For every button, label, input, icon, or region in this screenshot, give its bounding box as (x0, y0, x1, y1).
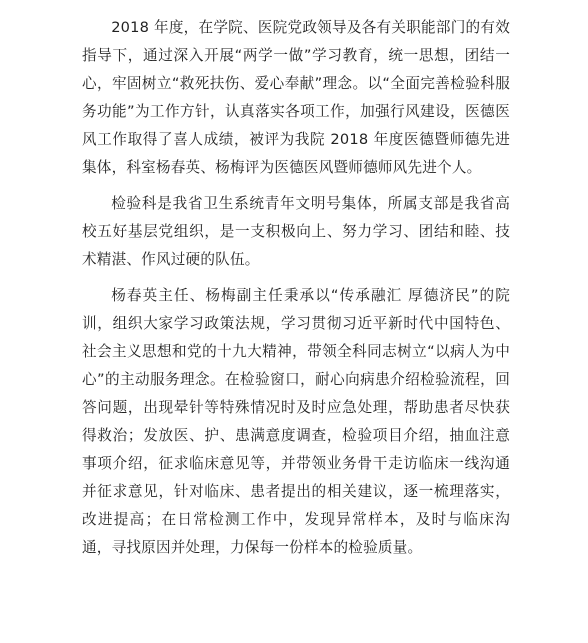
paragraph-department-profile: 检验科是我省卫生系统青年文明号集体，所属支部是我省高校五好基层党组织，是一支积极向上、努力学习、团结和睦、技术精湛、作风过硬的队伍。 (82, 195, 510, 268)
paragraph-leadership-service: 杨春英主任、杨梅副主任秉承以“传承融汇 厚德济民”的院训，组织大家学习政策法规，学习贯彻习近平新时代中国特色、社会主义思想和党的十九大精神，带领全科同志树立“以病人为中心”的主动服务理念。在检验窗口，耐心向病患介绍检验流程，回答问题，出现晕针等特殊情况时及时应急处理，帮助患者尽快获得救治；发放医、护、患满意度调查，检验项目介绍，抽血注意事项介绍，征求临床意见等，并带领业务骨干走访临床一线沟通并征求意见，针对临床、患者提出的相关建议，逐一梳理落实，改进提高；在日常检测工作中，发现异常样本，及时与临床沟通，寻找原因并处理，力保每一份样本的检验质量。 (82, 287, 510, 556)
paragraph-annual-summary: 2018 年度，在学院、医院党政领导及各有关职能部门的有效指导下，通过深入开展“两学一做”学习教育，统一思想，团结一心，牢固树立“救死扶伤、爱心奉献”理念。以“全面完善检验科服务功能”为工作方针，认真落实各项工作，加强行风建设，医德医风工作取得了喜人成绩，被评为我院 2018 年度医德暨师德先进集体，科室杨春英、杨梅评为医德医风暨师德师风先进个人。 (82, 19, 510, 176)
